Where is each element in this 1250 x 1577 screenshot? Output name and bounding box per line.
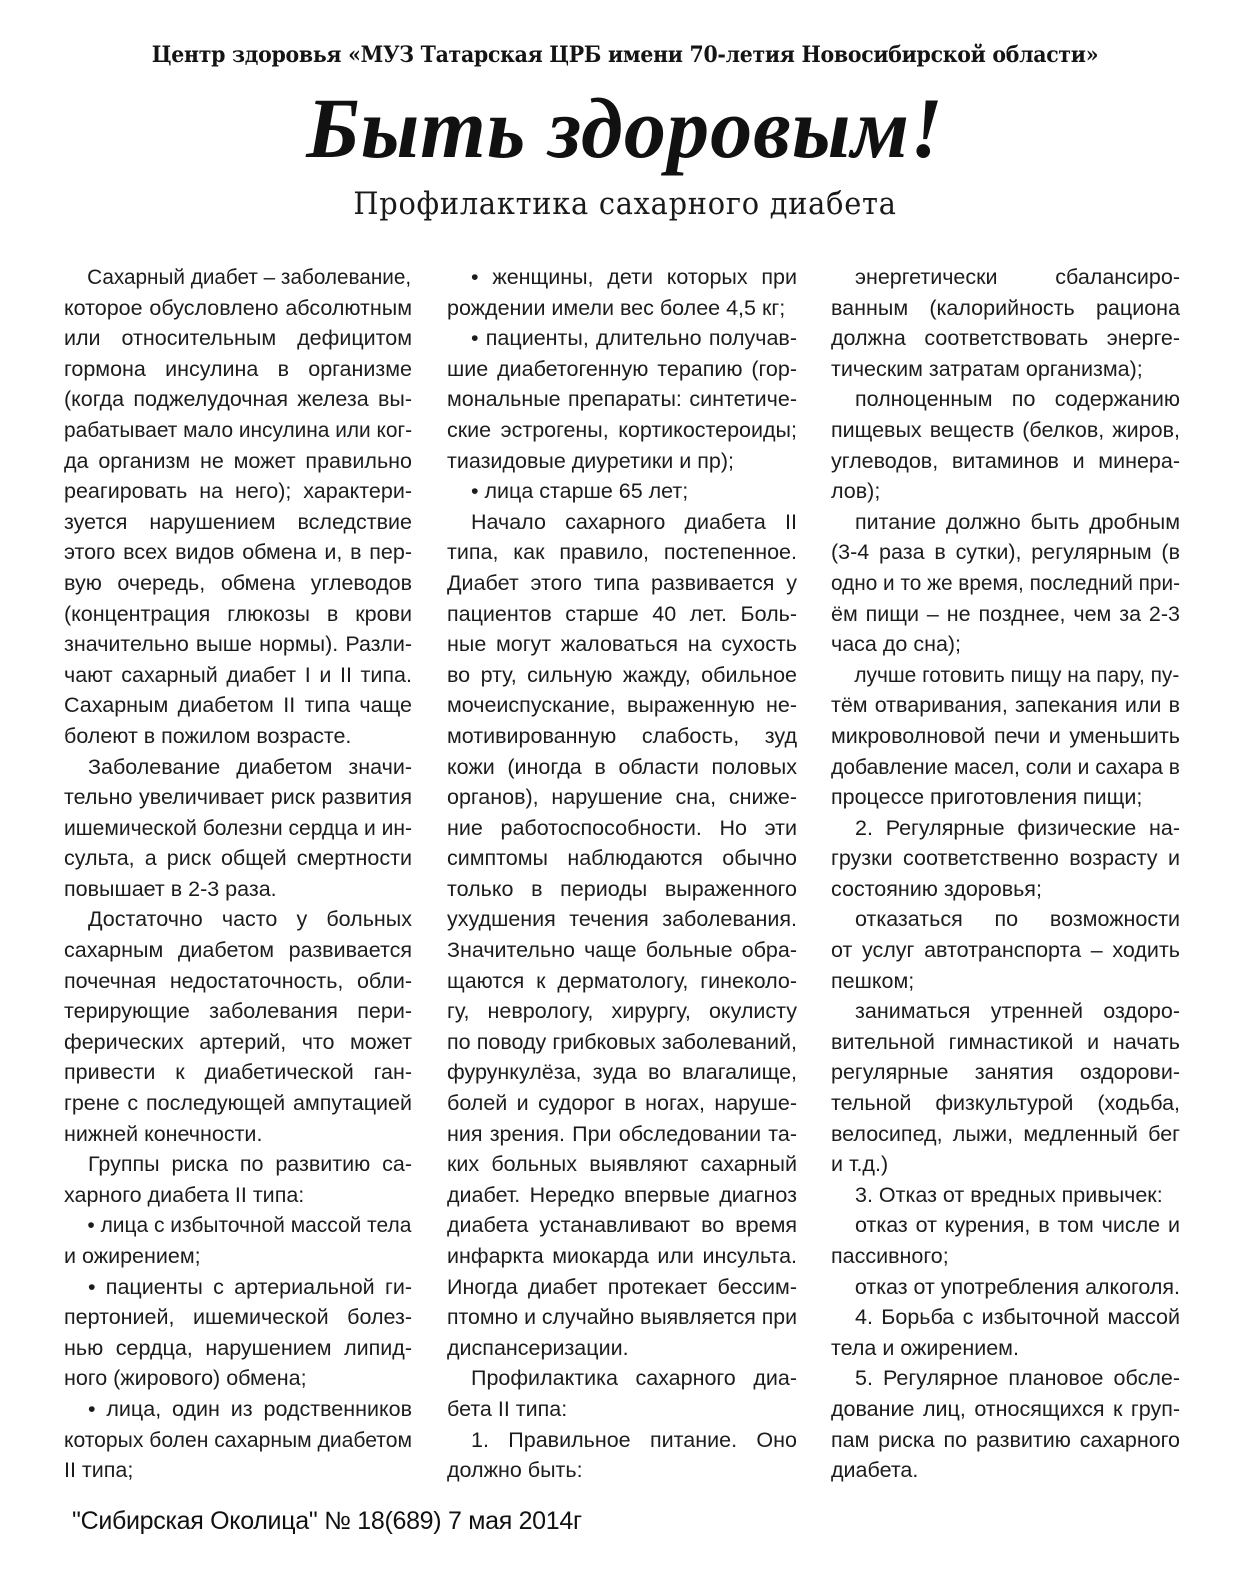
- text-line: вую очередь, обмена углеводов: [64, 570, 412, 595]
- text-line: да организм не может правильно: [64, 448, 412, 473]
- text-line: регулярные занятия оздорови-: [831, 1060, 1180, 1085]
- text-line: часа до сна);: [831, 632, 962, 657]
- article-subtitle: Профилактика сахарного диабета: [353, 186, 897, 222]
- text-line: симптомы наблюдаются обычно: [447, 846, 797, 871]
- text-line: • лица, один из родственников: [88, 1396, 412, 1421]
- text-line: этого всех видов обмена и, в пер-: [64, 540, 412, 565]
- article-column-1: [64, 262, 412, 1486]
- text-line: • пациенты с артериальной ги-: [88, 1274, 412, 1299]
- text-line: углеводов, витаминов и минера-: [831, 448, 1180, 473]
- text-line: энергетически сбалансиро-: [855, 265, 1180, 289]
- text-line: мочеиспускание, выраженную не-: [447, 693, 797, 718]
- text-line: щаются к дерматологу, гинеколо-: [447, 968, 797, 993]
- text-line: (3-4 раза в сутки), регулярным (в: [831, 540, 1180, 565]
- text-line: диспансеризации.: [447, 1335, 629, 1360]
- text-line: II типа;: [64, 1458, 134, 1483]
- text-line: инфаркта миокарда или инсульта.: [447, 1244, 797, 1268]
- text-line: во рту, сильную жажду, обильное: [447, 662, 797, 687]
- text-line: ухудшения течения заболевания.: [447, 907, 797, 932]
- text-line: заниматься утренней оздоро-: [855, 999, 1180, 1024]
- text-line: ких больных выявляют сахарный: [447, 1152, 797, 1177]
- text-line: • лица с избыточной массой тела: [87, 1213, 412, 1238]
- text-line: отказ от употребления алкоголя.: [854, 1274, 1180, 1299]
- text-line: диабет. Нередко впервые диагноз: [447, 1182, 797, 1207]
- text-line: от услуг автотранспорта – ходить: [831, 938, 1180, 963]
- text-line: ные могут жаловаться на сухость: [447, 632, 797, 657]
- text-line: ванным (калорийность рациона: [831, 295, 1180, 320]
- text-line: ния зрения. При обследовании та-: [447, 1121, 797, 1146]
- text-line: зуется нарушением вследствие: [64, 509, 412, 534]
- text-line: мональные препараты: синтетиче-: [447, 387, 797, 412]
- text-line: тическим затратам организма);: [831, 356, 1143, 381]
- text-line: птомно и случайно выявляется при: [447, 1305, 798, 1330]
- text-line: реагировать на него); характери-: [64, 479, 412, 504]
- publication-source: "Сибирская Околица" № 18(689) 7 мая 2014г: [72, 1507, 582, 1535]
- text-line: процессе приготовления пищи;: [831, 785, 1143, 810]
- text-line: повышает в 2-3 раза.: [64, 876, 277, 901]
- text-line: добавление масел, соли и сахара в: [831, 754, 1181, 779]
- text-line: 2. Регулярные физические на-: [855, 815, 1180, 840]
- text-line: которых болен сахарным диабетом: [64, 1427, 412, 1452]
- text-line: привести к диабетической ган-: [64, 1060, 412, 1085]
- text-line: органов), нарушение сна, сниже-: [447, 785, 797, 810]
- text-line: • пациенты, длительно получав-: [471, 326, 797, 351]
- text-line: харного диабета II типа:: [64, 1182, 305, 1207]
- article-column-2: [447, 262, 797, 1486]
- text-line: (концентрация глюкозы в крови: [64, 601, 412, 626]
- text-line: пертонией, ишемической болез-: [64, 1305, 412, 1330]
- text-line: 3. Отказ от вредных привычек:: [855, 1182, 1163, 1207]
- text-line: бета II типа:: [447, 1396, 568, 1421]
- text-line: чают сахарный диабет I и II типа.: [64, 662, 412, 687]
- text-line: тельно увеличивает риск развития: [64, 785, 412, 810]
- text-line: Диабет этого типа развивается у: [447, 570, 797, 595]
- text-line: только в периоды выраженного: [447, 876, 797, 901]
- text-line: 1. Правильное питание. Оно: [471, 1427, 797, 1452]
- text-line: лов);: [831, 479, 881, 504]
- article-column-3: [831, 262, 1180, 1486]
- text-line: Группы риска по развитию са-: [88, 1152, 412, 1177]
- text-line: диабета устанавливают во время: [447, 1213, 797, 1238]
- text-line: велосипед, лыжи, медленный бег: [831, 1121, 1180, 1146]
- text-line: терирующие заболевания пери-: [64, 999, 412, 1024]
- text-line: отказ от курения, в том числе и: [855, 1213, 1180, 1238]
- text-line: мотивированную слабость, зуд: [447, 723, 797, 748]
- text-line: ферических артерий, что может: [64, 1029, 412, 1054]
- page-title: Быть здоровым!: [306, 80, 944, 176]
- text-line: или относительным дефицитом: [64, 326, 412, 351]
- text-line: • женщины, дети которых при: [471, 265, 797, 289]
- text-line: шие диабетогенную терапию (гор-: [447, 356, 797, 381]
- text-line: должно быть:: [447, 1458, 583, 1483]
- text-line: ние работоспособности. Но эти: [447, 815, 797, 840]
- text-line: Значительно чаще больные обра-: [447, 938, 797, 963]
- text-line: ём пищи – не позднее, чем за 2-3: [831, 601, 1180, 626]
- text-line: рабатывает мало инсулина или ког-: [64, 417, 413, 442]
- text-line: типа, как правило, постепенное.: [447, 540, 797, 565]
- text-line: сахарным диабетом развивается: [64, 938, 412, 963]
- text-line: кожи (иногда в области половых: [447, 754, 797, 779]
- text-line: Сахарный диабет – заболевание,: [87, 265, 412, 289]
- text-line: тела и ожирением.: [831, 1335, 1019, 1360]
- text-line: состоянию здоровья;: [831, 876, 1042, 901]
- text-line: гу, неврологу, хирургу, окулисту: [447, 999, 797, 1024]
- text-line: пациентов старше 40 лет. Боль-: [447, 601, 797, 626]
- text-line: вительной гимнастикой и начать: [831, 1029, 1180, 1054]
- text-line: Достаточно часто у больных: [88, 907, 412, 932]
- text-line: ишемической болезни сердца и ин-: [64, 815, 413, 840]
- text-line: питание должно быть дробным: [855, 509, 1180, 534]
- text-line: лучше готовить пищу на пару, пу-: [854, 662, 1180, 687]
- text-line: 4. Борьба с избыточной массой: [855, 1305, 1180, 1330]
- text-line: Профилактика сахарного диа-: [471, 1366, 797, 1391]
- organization-kicker: Центр здоровья «МУЗ Татарская ЦРБ имени 70-летия Новосибирской области»: [151, 42, 1099, 68]
- text-line: тиазидовые диуретики и пр);: [447, 448, 734, 473]
- text-line: Заболевание диабетом значи-: [88, 754, 412, 779]
- text-line: и т.д.): [831, 1152, 889, 1177]
- text-line: Иногда диабет протекает бессим-: [447, 1274, 797, 1299]
- text-line: тём отваривания, запекания или в: [831, 693, 1180, 718]
- text-line: которое обусловлено абсолютным: [64, 295, 412, 320]
- text-line: по поводу грибковых заболеваний,: [447, 1029, 797, 1054]
- text-line: пешком;: [831, 968, 915, 993]
- text-line: пищевых веществ (белков, жиров,: [831, 417, 1180, 442]
- text-line: 5. Регулярное плановое обсле-: [855, 1366, 1180, 1391]
- text-line: и ожирением;: [64, 1244, 201, 1268]
- text-line: грузки соответственно возрасту и: [831, 846, 1180, 871]
- text-line: • лица старше 65 лет;: [471, 479, 689, 504]
- text-line: грене с последующей ампутацией: [64, 1091, 412, 1116]
- text-line: полноценным по содержанию: [855, 387, 1180, 412]
- text-line: гормона инсулина в организме: [64, 356, 412, 381]
- text-line: значительно выше нормы). Разли-: [64, 632, 412, 657]
- text-line: болей и судорог в ногах, наруше-: [447, 1091, 797, 1116]
- text-line: Начало сахарного диабета II: [471, 509, 797, 534]
- text-line: одно и то же время, последний при-: [831, 570, 1180, 595]
- text-line: почечная недостаточность, обли-: [64, 968, 412, 993]
- text-line: сульта, а риск общей смертности: [64, 846, 412, 871]
- text-line: ские эстрогены, кортикостероиды;: [447, 417, 797, 442]
- text-line: должна соответствовать энерге-: [831, 326, 1180, 351]
- text-line: нью сердца, нарушением липид-: [64, 1335, 412, 1360]
- text-line: отказаться по возможности: [855, 907, 1180, 932]
- text-line: микроволновой печи и уменьшить: [831, 723, 1180, 748]
- text-line: пам риска по развитию сахарного: [831, 1427, 1180, 1452]
- text-line: ного (жирового) обмена;: [64, 1366, 307, 1391]
- text-line: (когда поджелудочная железа вы-: [64, 387, 412, 412]
- text-line: фурункулёза, зуда во влагалище,: [447, 1060, 797, 1085]
- text-line: пассивного;: [831, 1244, 949, 1268]
- text-line: Сахарным диабетом II типа чаще: [64, 693, 412, 718]
- text-line: тельной физкультурой (ходьба,: [831, 1091, 1180, 1116]
- text-line: дование лиц, относящихся к груп-: [831, 1396, 1180, 1421]
- text-line: диабета.: [831, 1458, 919, 1483]
- text-line: болеют в пожилом возрасте.: [64, 723, 352, 748]
- text-line: нижней конечности.: [64, 1121, 263, 1146]
- text-line: рождении имели вес более 4,5 кг;: [447, 295, 786, 320]
